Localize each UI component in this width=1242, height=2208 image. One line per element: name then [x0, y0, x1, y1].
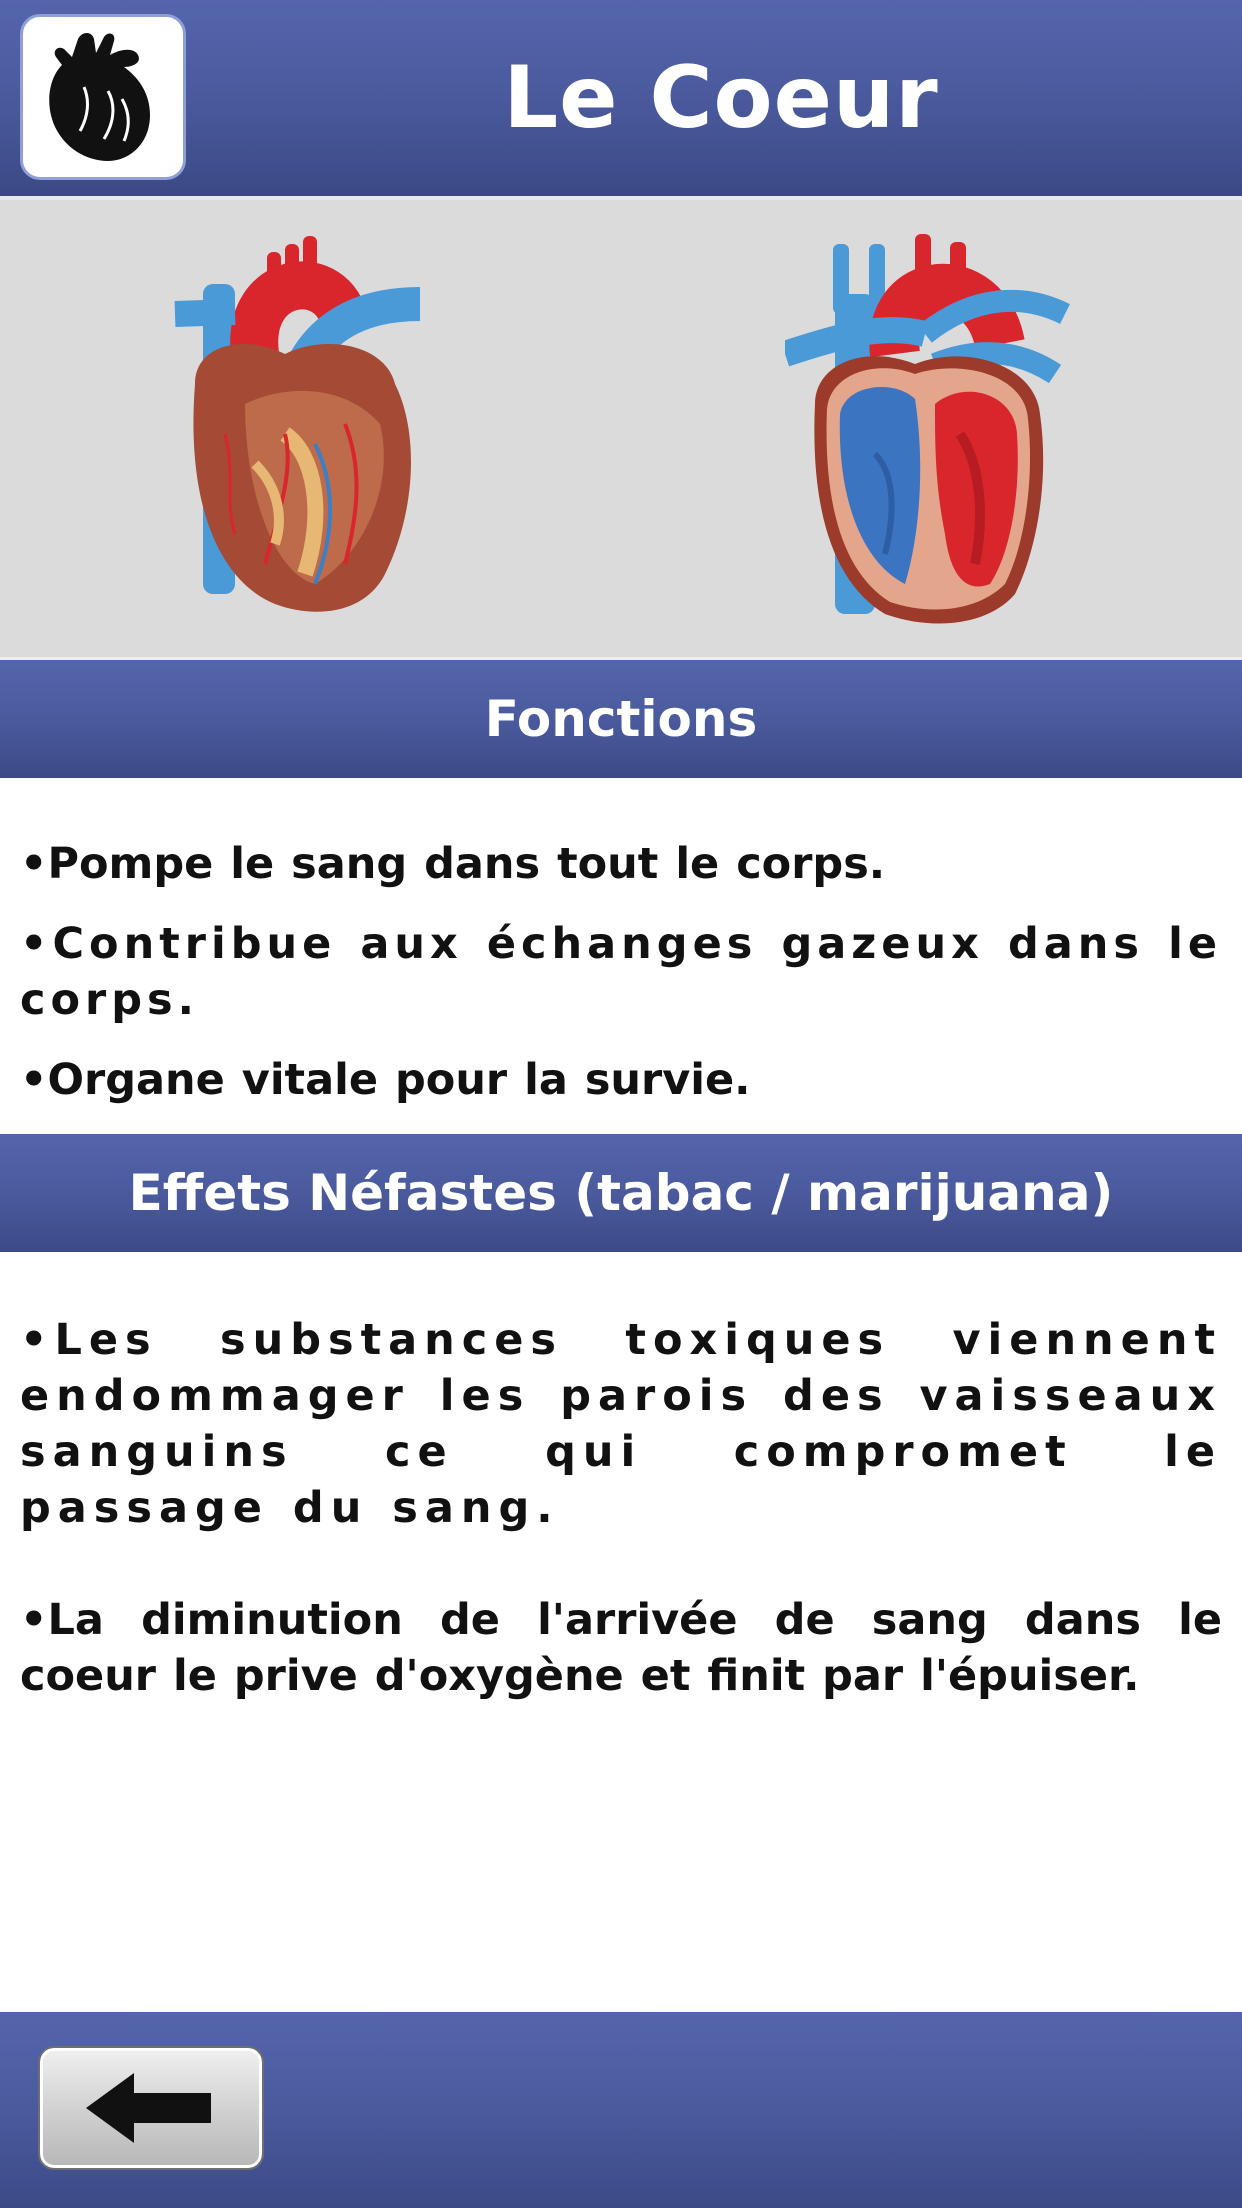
- heart-silhouette-icon: [20, 14, 186, 180]
- back-button[interactable]: [40, 2048, 262, 2168]
- heart-exterior-icon: [165, 234, 455, 634]
- list-item: •Les substances toxiques viennent endommager les parois des vaisseaux sanguins ce qui compromet le passage du sang.: [20, 1315, 1222, 1533]
- section-title-fonctions: Fonctions: [484, 690, 758, 748]
- list-item: •La diminution de l'arrivée de sang dans le coeur le prive d'oxygène et finit par l'épuiser.: [20, 1595, 1222, 1701]
- effets-list: [20, 1312, 1222, 1760]
- fonctions-list: [20, 836, 1222, 1132]
- list-item: •Organe vitale pour la survie.: [20, 1055, 751, 1105]
- section-title-effets: Effets Néfastes (tabac / marijuana): [128, 1164, 1114, 1222]
- arrow-left-icon: [86, 2073, 216, 2143]
- header-bar: [0, 0, 1242, 196]
- list-item: •Pompe le sang dans tout le corps.: [20, 839, 886, 889]
- heart-cross-section-icon: [785, 234, 1075, 634]
- effets-nefastes-header: [0, 1134, 1242, 1252]
- heart-illustration-panel: [0, 196, 1242, 661]
- footer-bar: [0, 2012, 1242, 2208]
- list-item: •Contribue aux échanges gazeux dans le corps.: [20, 919, 1222, 1025]
- fonctions-header: [0, 660, 1242, 778]
- page-title: Le Coeur: [503, 48, 939, 148]
